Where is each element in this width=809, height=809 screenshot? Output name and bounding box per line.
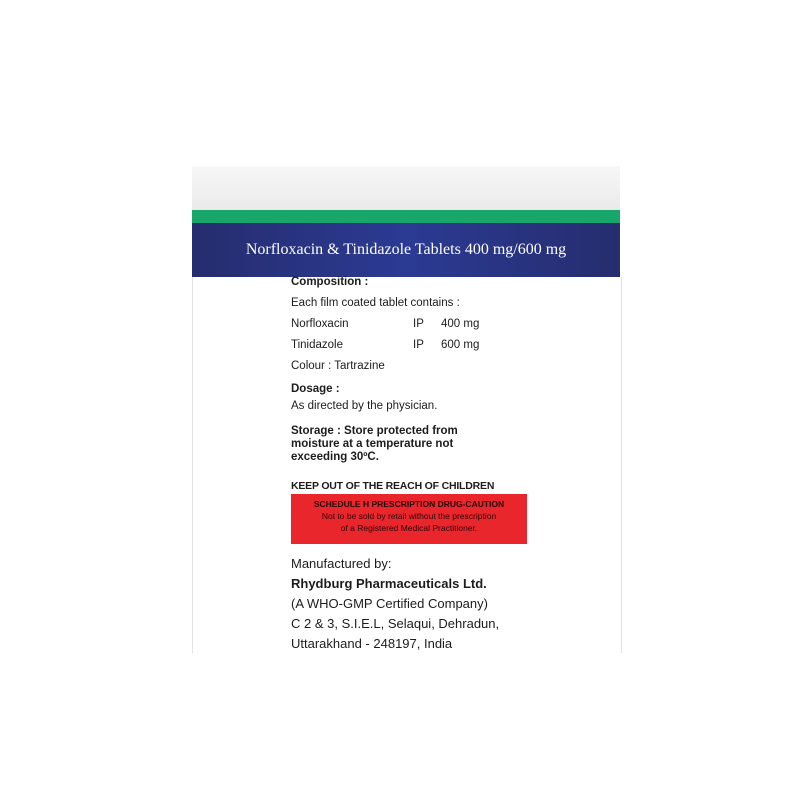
storage-text: Storage : Store protected from moisture at a temperature not exceeding 30ºC.: [291, 425, 458, 463]
ingredient-row: [291, 338, 591, 352]
caution-box: [291, 494, 527, 544]
ingredient-row: [291, 317, 591, 331]
caution-line-1: Not to be sold by retail without the prescription: [321, 511, 497, 521]
caution-heading: SCHEDULE H PRESCRIPTION DRUG-CAUTION: [313, 499, 505, 509]
composition-intro: Each film coated tablet contains :: [291, 297, 460, 309]
ingredient-dose: 400 mg: [441, 318, 480, 330]
product-title: Norfloxacin & Tinidazole Tablets 400 mg/600 mg: [245, 241, 567, 258]
certification: (A WHO-GMP Certified Company): [291, 596, 488, 611]
ingredient-standard: IP: [413, 339, 424, 351]
green-stripe: [192, 210, 620, 223]
manufactured-by-label: Manufactured by:: [291, 556, 392, 571]
children-warning: KEEP OUT OF THE REACH OF CHILDREN: [291, 480, 495, 492]
title-band: [192, 223, 620, 277]
dosage-heading: Dosage :: [291, 383, 340, 395]
company-name: Rhydburg Pharmaceuticals Ltd.: [291, 576, 487, 591]
ingredient-standard: IP: [413, 318, 424, 330]
box-top-flap: [192, 166, 620, 212]
ingredient-name: Norfloxacin: [291, 318, 349, 330]
label-content: [291, 275, 591, 492]
colour-line: Colour : Tartrazine: [291, 360, 385, 372]
caution-line-2: of a Registered Medical Practitioner.: [340, 523, 478, 533]
composition-heading: Composition :: [291, 276, 369, 288]
manufacturer-block: [291, 554, 499, 654]
address-line-1: C 2 & 3, S.I.E.L, Selaqui, Dehradun,: [291, 616, 500, 631]
ingredient-dose: 600 mg: [441, 339, 480, 351]
address-line-2: Uttarakhand - 248197, India: [291, 636, 453, 651]
dosage-text: As directed by the physician.: [291, 400, 438, 412]
ingredient-name: Tinidazole: [291, 339, 343, 351]
